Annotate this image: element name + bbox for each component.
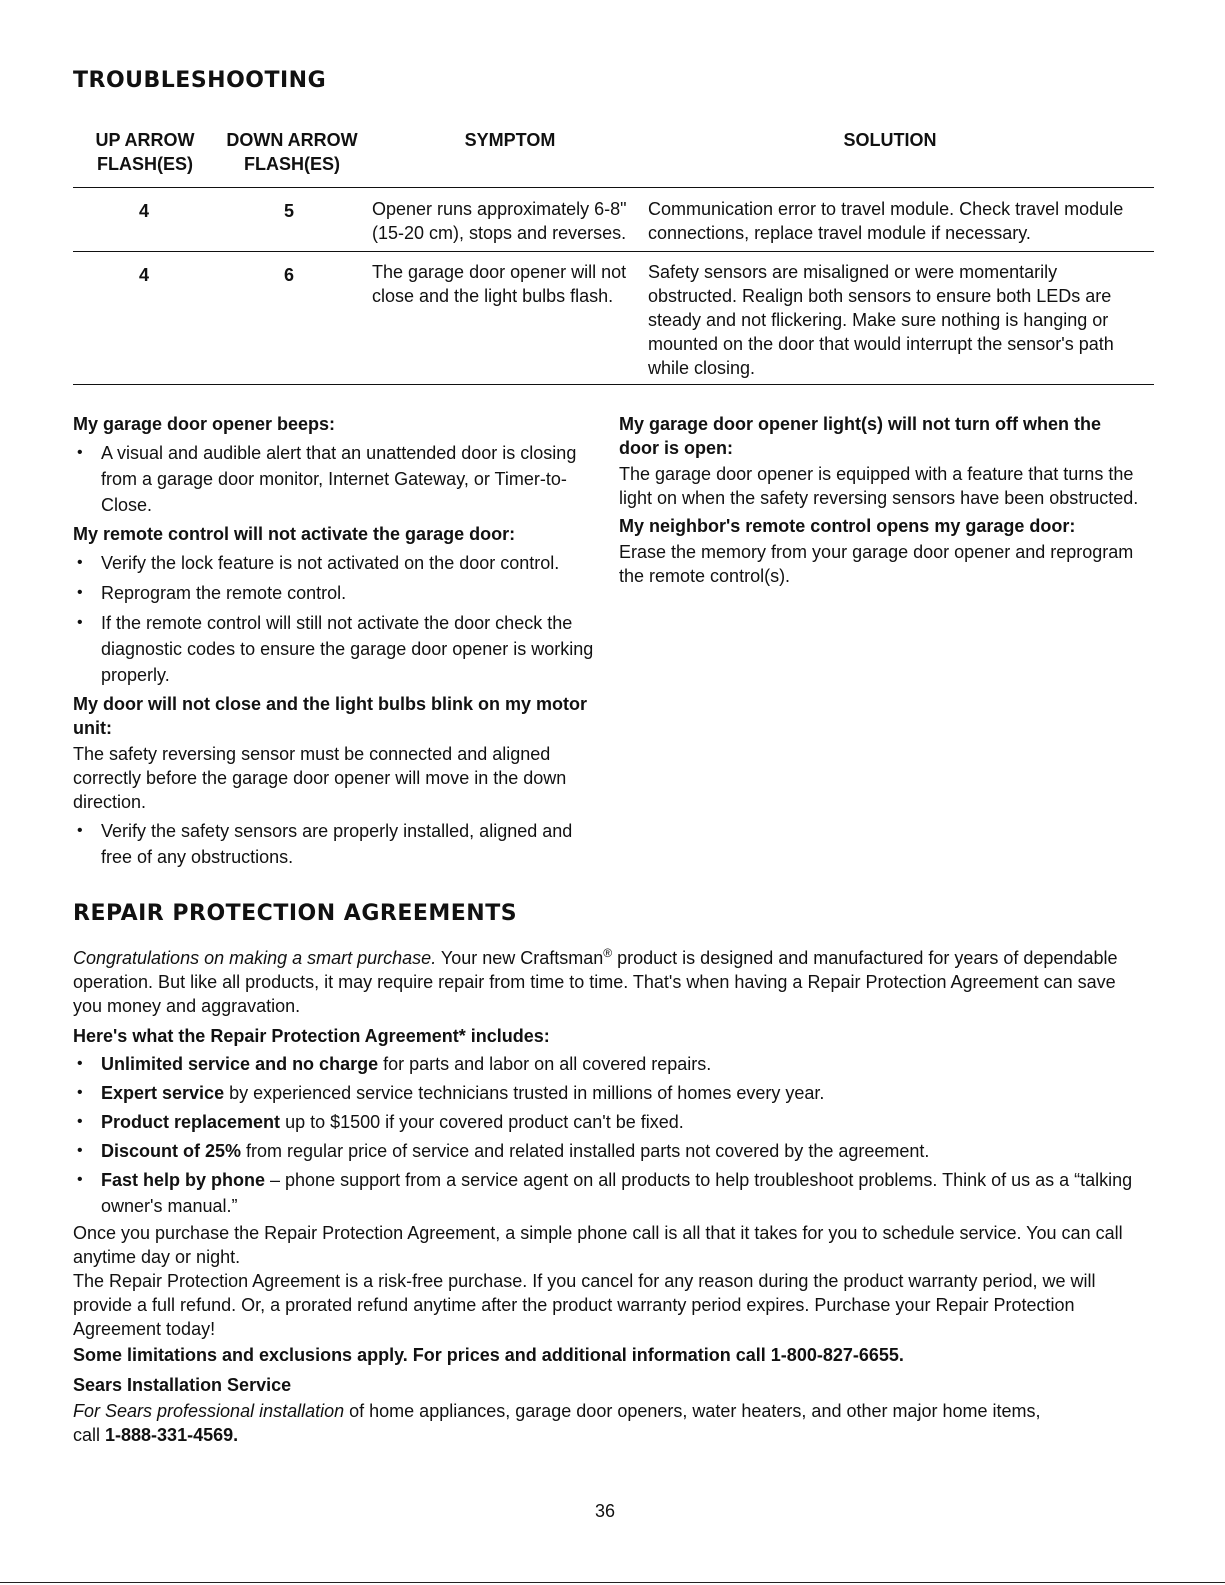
header-up-flashes: FLASH(ES) xyxy=(97,154,193,174)
repair-limitations: Some limitations and exclusions apply. For prices and additional information call 1-800-827-6655. xyxy=(73,1345,904,1365)
col-header-solution: SOLUTION xyxy=(843,130,937,150)
col-header-symptom: SYMPTOM xyxy=(464,130,556,150)
list-item xyxy=(73,1167,1148,1219)
sears-call: call xyxy=(73,1425,106,1445)
faq-left-column xyxy=(73,412,598,870)
row2-up-flashes: 4 xyxy=(139,265,150,285)
bullet-text: by experienced service technicians trusted in millions of homes every year. xyxy=(224,1083,825,1103)
sears-text xyxy=(73,1399,1148,1447)
repair-section xyxy=(73,941,1148,1447)
sears-phone: 1-888-331-4569. xyxy=(105,1425,239,1445)
faq-close-heading: My door will not close and the light bulbs blink on my motor unit: xyxy=(73,694,588,738)
row1-solution xyxy=(648,197,1148,245)
repair-para-1: Once you purchase the Repair Protection Agreement, a simple phone call is all that it takes for you to schedule service. You can call anytime day or night. xyxy=(73,1223,1123,1267)
sears-italic: For Sears professional installation xyxy=(73,1401,345,1421)
row2-solution-line: while closing. xyxy=(648,358,756,378)
row2-solution-line: obstructed. Realign both sensors to ensure both LEDs are xyxy=(648,286,1112,306)
repair-includes-list xyxy=(73,1051,1148,1219)
row1-symptom-line: Opener runs approximately 6-8" xyxy=(372,199,627,219)
col-header-up-arrow xyxy=(80,128,210,176)
row2-symptom-line: The garage door opener will not xyxy=(372,262,627,282)
col-header-down-arrow xyxy=(222,128,362,176)
row1-solution-line: Communication error to travel module. Check travel module xyxy=(648,199,1124,219)
row1-up-flashes: 4 xyxy=(139,201,150,221)
faq-beeps-list xyxy=(73,440,598,518)
row1-solution-line: connections, replace travel module if necessary. xyxy=(648,223,1031,243)
bullet-bold: Expert service xyxy=(101,1083,225,1103)
bullet-bold: Discount of 25% xyxy=(101,1141,242,1161)
list-item xyxy=(73,1109,1148,1135)
table-bottom-rule xyxy=(73,384,1154,385)
repair-intro-b: product is designed and manufactured for years of dependable operation. But like all products, it may require repair from time to time. That's when having a Repair Protection Agreement can save you money and aggravation. xyxy=(73,948,1118,1016)
row2-symptom-line: close and the light bulbs flash. xyxy=(372,286,614,306)
bullet-bold: Unlimited service and no charge xyxy=(101,1054,379,1074)
faq-right-column xyxy=(619,412,1144,588)
repair-para-2: The Repair Protection Agreement is a risk-free purchase. If you cancel for any reason during the product warranty period, we will provide a full refund. Or, a prorated refund anytime after the product warranty period expires. Purchase your Repair Protection Agreement today! xyxy=(73,1271,1096,1339)
repair-includes-heading: Here's what the Repair Protection Agreement* includes: xyxy=(73,1026,550,1046)
page-bottom-edge xyxy=(0,1582,1225,1583)
list-item xyxy=(73,1051,1148,1077)
faq-remote-heading: My remote control will not activate the garage door: xyxy=(73,524,516,544)
table-row-rule xyxy=(73,251,1154,252)
sears-heading: Sears Installation Service xyxy=(73,1375,292,1395)
row2-solution-line: mounted on the door that would interrupt the sensor's path xyxy=(648,334,1114,354)
row2-solution-line: Safety sensors are misaligned or were momentarily xyxy=(648,262,1058,282)
list-item xyxy=(73,1138,1148,1164)
row1-symptom xyxy=(372,197,642,245)
registered-mark: ® xyxy=(603,946,613,960)
faq-neighbor-text: Erase the memory from your garage door opener and reprogram the remote control(s). xyxy=(619,542,1134,586)
row1-down-flashes: 5 xyxy=(284,201,295,221)
bullet-text: for parts and labor on all covered repairs. xyxy=(378,1054,712,1074)
faq-remote-list xyxy=(73,550,598,688)
header-up-arrow: UP ARROW xyxy=(95,130,195,150)
bullet-text: up to $1500 if your covered product can't be fixed. xyxy=(280,1112,684,1132)
bullet-text: from regular price of service and related installed parts not covered by the agreement. xyxy=(241,1141,930,1161)
faq-close-list xyxy=(73,818,598,870)
repair-title: REPAIR PROTECTION AGREEMENTS xyxy=(73,901,518,926)
bullet-bold: Fast help by phone xyxy=(101,1170,266,1190)
row1-symptom-line: (15-20 cm), stops and reverses. xyxy=(372,223,627,243)
sears-body: of home appliances, garage door openers, water heaters, and other major home items, xyxy=(344,1401,1041,1421)
table-header-rule xyxy=(73,187,1154,188)
faq-neighbor-heading: My neighbor's remote control opens my garage door: xyxy=(619,516,1076,536)
row2-solution xyxy=(648,260,1148,380)
list-item xyxy=(73,1080,1148,1106)
repair-intro-a: Your new Craftsman xyxy=(436,948,604,968)
repair-intro-italic: Congratulations on making a smart purchase. xyxy=(73,948,437,968)
list-item: • Reprogram the remote control. xyxy=(73,580,598,606)
list-item: • Verify the lock feature is not activated on the door control. xyxy=(73,550,598,576)
faq-close-text: The safety reversing sensor must be connected and aligned correctly before the garage door opener will move in the down direction. xyxy=(73,744,567,812)
page-number: 36 xyxy=(594,1501,616,1521)
faq-light-heading: My garage door opener light(s) will not turn off when the door is open: xyxy=(619,414,1101,458)
list-item: • A visual and audible alert that an unattended door is closing from a garage door monitor, Internet Gateway, or Timer-to-Close. xyxy=(73,440,598,518)
troubleshooting-title: TROUBLESHOOTING xyxy=(73,68,327,93)
bullet-bold: Product replacement xyxy=(101,1112,281,1132)
row2-down-flashes: 6 xyxy=(284,265,295,285)
faq-light-text: The garage door opener is equipped with a feature that turns the light on when the safety reversing sensors have been obstructed. xyxy=(619,464,1139,508)
header-down-arrow: DOWN ARROW xyxy=(226,130,358,150)
list-item: • Verify the safety sensors are properly installed, aligned and free of any obstructions. xyxy=(73,818,598,870)
header-down-flashes: FLASH(ES) xyxy=(244,154,340,174)
row2-solution-line: steady and not flickering. Make sure nothing is hanging or xyxy=(648,310,1109,330)
faq-beeps-heading: My garage door opener beeps: xyxy=(73,414,336,434)
list-item: • If the remote control will still not activate the door check the diagnostic codes to ensure the garage door opener is working properly. xyxy=(73,610,598,688)
row2-symptom xyxy=(372,260,642,308)
bullet-text: – phone support from a service agent on all products to help troubleshoot problems. Think of us as a “talking owner's manual.” xyxy=(101,1170,1133,1216)
repair-intro xyxy=(73,941,1148,1018)
